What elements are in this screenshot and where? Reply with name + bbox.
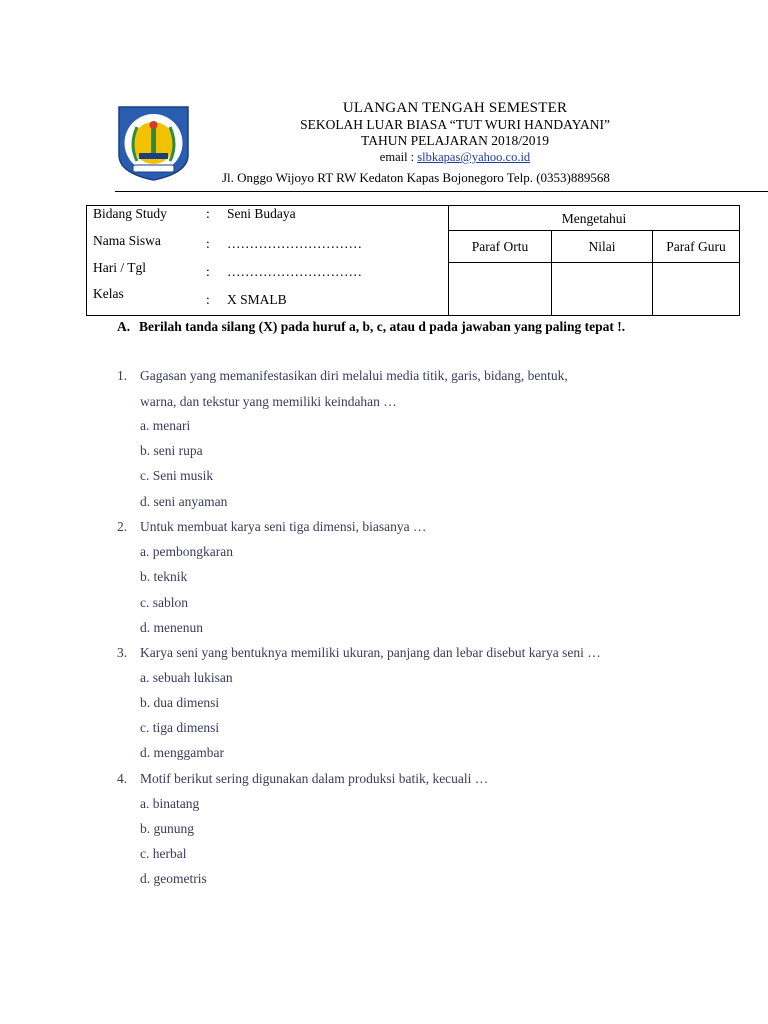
school-address: Jl. Onggo Wijoyo RT RW Kedaton Kapas Bojonegoro Telp. (0353)889568 [222, 170, 610, 185]
section-letter: A. [117, 319, 131, 334]
field-value-student-name[interactable]: ………………………… [227, 236, 362, 251]
teacher-signature-box[interactable] [652, 263, 739, 315]
signoff-heading: Mengetahui [449, 206, 739, 231]
header-divider [115, 191, 768, 192]
email-line [200, 149, 710, 165]
field-label-student-name: Nama Siswa [93, 233, 161, 248]
field-label-date: Hari / Tgl [93, 260, 146, 275]
col-parent-signature: Paraf Ortu [449, 231, 551, 263]
answer-option[interactable]: c. tiga dimensi [140, 720, 220, 735]
field-value-subject: Seni Budaya [227, 206, 296, 221]
parent-signature-box[interactable] [449, 263, 551, 315]
answer-option[interactable]: c. sablon [140, 595, 188, 610]
email-label: email : [379, 150, 418, 164]
field-colon: : [206, 206, 210, 221]
email-link[interactable]: slbkapas@yahoo.co.id [417, 150, 531, 164]
answer-option[interactable]: c. Seni musik [140, 468, 214, 483]
question-text: Karya seni yang bentuknya memiliki ukuran, panjang dan lebar disebut karya seni … [140, 645, 601, 660]
question-number: 1. [117, 368, 128, 383]
answer-option[interactable]: d. geometris [140, 871, 207, 886]
school-logo [115, 103, 192, 182]
answer-option[interactable]: b. teknik [140, 569, 188, 584]
col-score: Nilai [551, 231, 652, 263]
answer-option[interactable]: d. seni anyaman [140, 494, 228, 509]
field-label-subject: Bidang Study [93, 206, 167, 221]
signoff-table [448, 205, 740, 316]
score-box[interactable] [551, 263, 652, 315]
field-label-class: Kelas [93, 286, 124, 301]
answer-option[interactable]: a. menari [140, 418, 191, 433]
answer-option[interactable]: b. gunung [140, 821, 194, 836]
letterhead [200, 100, 710, 165]
col-teacher-signature: Paraf Guru [652, 231, 739, 263]
school-name: SEKOLAH LUAR BIASA “TUT WURI HANDAYANI” [300, 117, 610, 132]
answer-option[interactable]: a. pembongkaran [140, 544, 233, 559]
question-number: 2. [117, 519, 128, 534]
question-text: Untuk membuat karya seni tiga dimensi, biasanya … [140, 519, 427, 534]
field-colon: : [206, 264, 210, 279]
question-text: warna, dan tekstur yang memiliki keindahan … [140, 394, 397, 409]
field-value-date[interactable]: ………………………… [227, 264, 362, 279]
field-value-class: X SMALB [227, 292, 287, 307]
answer-option[interactable]: d. menggambar [140, 745, 224, 760]
question-text: Motif berikut sering digunakan dalam produksi batik, kecuali … [140, 771, 489, 786]
answer-option[interactable]: b. seni rupa [140, 443, 203, 458]
exam-title: ULANGAN TENGAH SEMESTER [342, 100, 568, 116]
question-number: 4. [117, 771, 128, 786]
instruction-text: Berilah tanda silang (X) pada huruf a, b, c, atau d pada jawaban yang paling tepat !. [139, 319, 626, 334]
field-colon: : [206, 292, 210, 307]
answer-option[interactable]: d. menenun [140, 620, 203, 635]
question-text: Gagasan yang memanifestasikan diri melalui media titik, garis, bidang, bentuk, [140, 368, 568, 383]
academic-year: TAHUN PELAJARAN 2018/2019 [361, 133, 549, 148]
field-colon: : [206, 236, 210, 251]
answer-option[interactable]: a. binatang [140, 796, 200, 811]
answer-option[interactable]: c. herbal [140, 846, 187, 861]
answer-option[interactable]: a. sebuah lukisan [140, 670, 233, 685]
student-identity-box [86, 205, 448, 316]
answer-option[interactable]: b. dua dimensi [140, 695, 220, 710]
question-number: 3. [117, 645, 128, 660]
